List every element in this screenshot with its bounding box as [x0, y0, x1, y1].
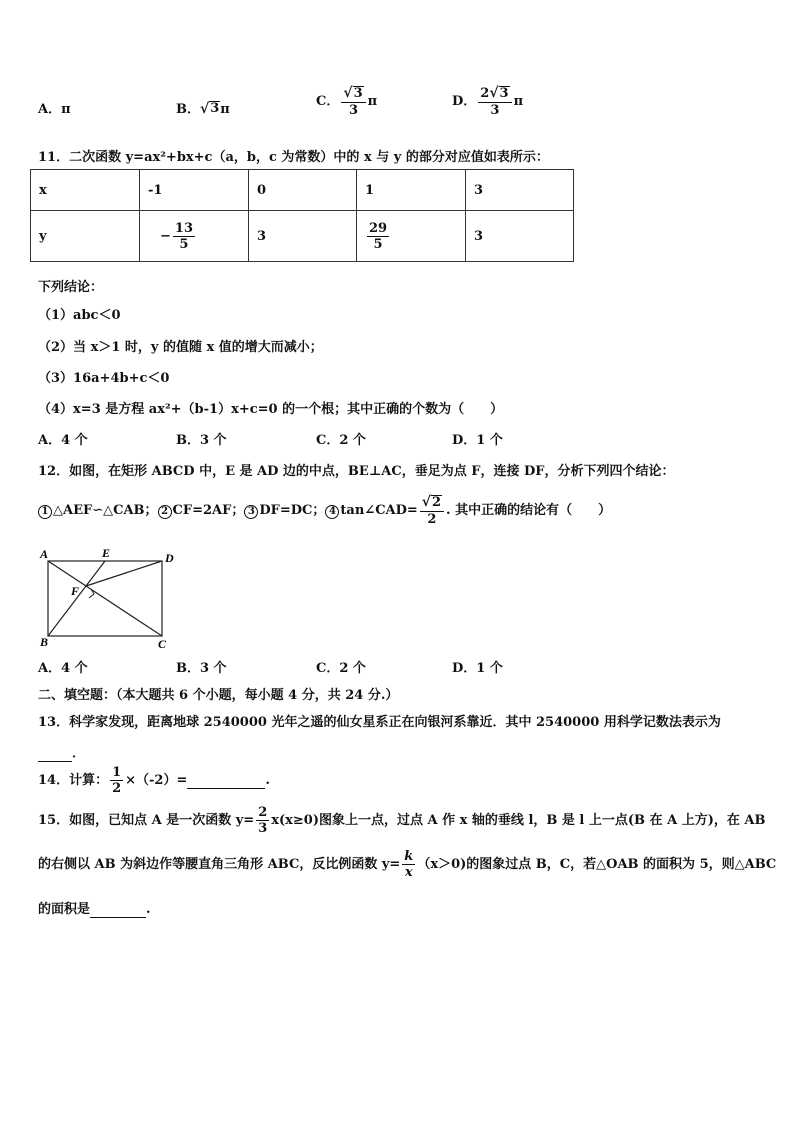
- label-f: F: [71, 584, 80, 598]
- denominator: x: [404, 865, 413, 880]
- q15-line-3: [38, 898, 151, 918]
- segment-be: [48, 561, 105, 636]
- table-cell: -1: [140, 170, 249, 211]
- circled-number: 1: [38, 505, 52, 519]
- numerator: 29: [369, 220, 388, 236]
- numerator: 1: [112, 765, 122, 780]
- circled-number: 3: [244, 505, 258, 519]
- circled-number: 4: [325, 505, 339, 519]
- denominator: 2: [427, 512, 437, 528]
- q15-part-1: 15．如图，已知点 A 是一次函数 y=: [38, 813, 255, 828]
- q11-value-table: [30, 169, 574, 262]
- fraction: 2 √ 3 3: [478, 86, 511, 117]
- radicand: 2: [432, 495, 442, 510]
- q12-option-b: B．3 个: [176, 661, 227, 676]
- q14-prefix: 14．计算：: [38, 773, 109, 788]
- q10-option-b-label: B．: [176, 102, 200, 117]
- label-c: C: [158, 637, 167, 650]
- q12-option-d: D．1 个: [452, 661, 503, 676]
- numerator: k: [404, 849, 414, 864]
- q15-part-2: x(x≥0)图象上一点，过点 A 作 x 轴的垂线 l，B 是 l 上一点(B 在 A 上方)，在 AB: [271, 813, 766, 828]
- numerator: 13: [174, 220, 193, 236]
- fraction: [110, 766, 123, 795]
- sqrt-radical: √ 3: [200, 101, 220, 117]
- fraction: [173, 222, 195, 251]
- q11-conclusion-2: （2）当 x＞1 时，y 的值随 x 值的增大而减小；: [38, 340, 323, 355]
- q15-line-1: [38, 806, 765, 835]
- denominator: 3: [490, 103, 500, 119]
- answer-blank[interactable]: [187, 773, 265, 789]
- circled-number: 2: [158, 505, 172, 519]
- minus-sign: −: [160, 228, 171, 244]
- label-a: A: [40, 547, 49, 561]
- q10-option-a: A．π: [38, 102, 71, 117]
- denominator: 3: [258, 821, 268, 836]
- q11-stem: 11．二次函数 y=ax²+bx+c（a，b，c 为常数）中的 x 与 y 的部分对应值如表所示：: [38, 150, 549, 165]
- q14-line: [38, 766, 270, 795]
- q12-option-c: C．2 个: [316, 661, 366, 676]
- q11-option-d: D．1 个: [452, 433, 503, 448]
- q13-line-2: [38, 742, 85, 762]
- q14-mid: ×（-2）=: [125, 773, 188, 788]
- q12-option-a: A．4 个: [38, 661, 88, 676]
- table-cell: y: [31, 211, 140, 262]
- q10-option-c-label: C．: [316, 94, 340, 110]
- q12-conclusion-3: DF=DC；: [259, 503, 326, 519]
- diagonal-ac: [48, 561, 162, 636]
- q10-option-d: [452, 86, 523, 117]
- q12-rectangle-figure: [36, 545, 181, 650]
- section-heading: 二、填空题：（本大题共 6 个小题，每小题 4 分，共 24 分.）: [38, 688, 399, 703]
- fraction: [402, 850, 415, 879]
- table-cell: 3: [466, 170, 574, 211]
- table-cell: 3: [466, 211, 574, 262]
- answer-blank[interactable]: [90, 902, 146, 918]
- q13-line-1: 13．科学家发现，距离地球 2540000 光年之遥的仙女星系正在向银河系靠近．其中 2540000 用科学记数法表示为: [38, 715, 721, 730]
- fraction: √ 2 2: [420, 495, 444, 526]
- fraction: √ 3 3: [341, 86, 365, 117]
- pi-symbol: π: [220, 102, 230, 117]
- fraction: [256, 806, 269, 835]
- label-d: D: [165, 551, 174, 565]
- table-cell: 0: [249, 170, 357, 211]
- q11-conclusion-3: （3）16a+4b+c＜0: [38, 371, 170, 386]
- label-e: E: [102, 546, 111, 560]
- q11-option-b: B．3 个: [176, 433, 227, 448]
- fraction: [367, 222, 389, 251]
- q10-option-c: [316, 86, 377, 117]
- denominator: 5: [373, 236, 383, 252]
- denominator: 5: [179, 236, 189, 252]
- q11-option-a: A．4 个: [38, 433, 88, 448]
- radicand: 3: [210, 101, 220, 116]
- label-b: B: [40, 635, 49, 649]
- pi-symbol: π: [513, 94, 524, 110]
- q11-intro: 下列结论：: [38, 280, 104, 295]
- q11-conclusion-1: （1）abc＜0: [38, 308, 121, 323]
- q12-conclusions: [38, 495, 611, 526]
- q12-conclusion-4: tan∠CAD=: [340, 503, 418, 519]
- table-row: [31, 170, 574, 211]
- q12-conclusion-1: △AEF∽△CAB；: [53, 503, 158, 519]
- table-row: [31, 211, 574, 262]
- q15-part-4: （x＞0)的图象过点 B，C，若△OAB 的面积为 5，则△ABC: [417, 857, 777, 872]
- q12-tail: . 其中正确的结论有（ ）: [446, 503, 612, 519]
- numerator: 2: [258, 805, 268, 820]
- radicand: 3: [353, 86, 363, 101]
- q11-option-c: C．2 个: [316, 433, 366, 448]
- table-cell: [357, 211, 466, 262]
- q15-part-3: 的右侧以 AB 为斜边作等腰直角三角形 ABC，反比例函数 y=: [38, 857, 401, 872]
- q14-tail: .: [265, 773, 270, 788]
- table-cell: [140, 211, 249, 262]
- segment-df: [86, 561, 162, 586]
- q11-conclusion-4: （4）x=3 是方程 ax²+（b-1）x+c=0 的一个根；其中正确的个数为（ ）: [38, 402, 504, 417]
- table-cell: x: [31, 170, 140, 211]
- q10-option-b: [176, 98, 230, 117]
- q15-tail: .: [146, 902, 151, 917]
- q12-conclusion-2: CF=2AF；: [172, 503, 245, 519]
- q13-tail: ．: [72, 746, 86, 761]
- q10-option-d-label: D．: [452, 94, 477, 110]
- denominator: 3: [348, 103, 358, 119]
- table-cell: 3: [249, 211, 357, 262]
- denominator: 2: [112, 781, 122, 796]
- radicand: 3: [499, 86, 509, 101]
- pi-symbol: π: [367, 94, 378, 110]
- q15-part-5: 的面积是: [38, 902, 91, 917]
- q12-stem: 12．如图，在矩形 ABCD 中，E 是 AD 边的中点，BE⊥AC，垂足为点 F，连接 DF，分析下列四个结论：: [38, 464, 675, 479]
- table-cell: 1: [357, 170, 466, 211]
- coefficient: 2: [480, 86, 490, 101]
- q15-line-2: [38, 850, 776, 879]
- answer-blank[interactable]: [38, 746, 72, 762]
